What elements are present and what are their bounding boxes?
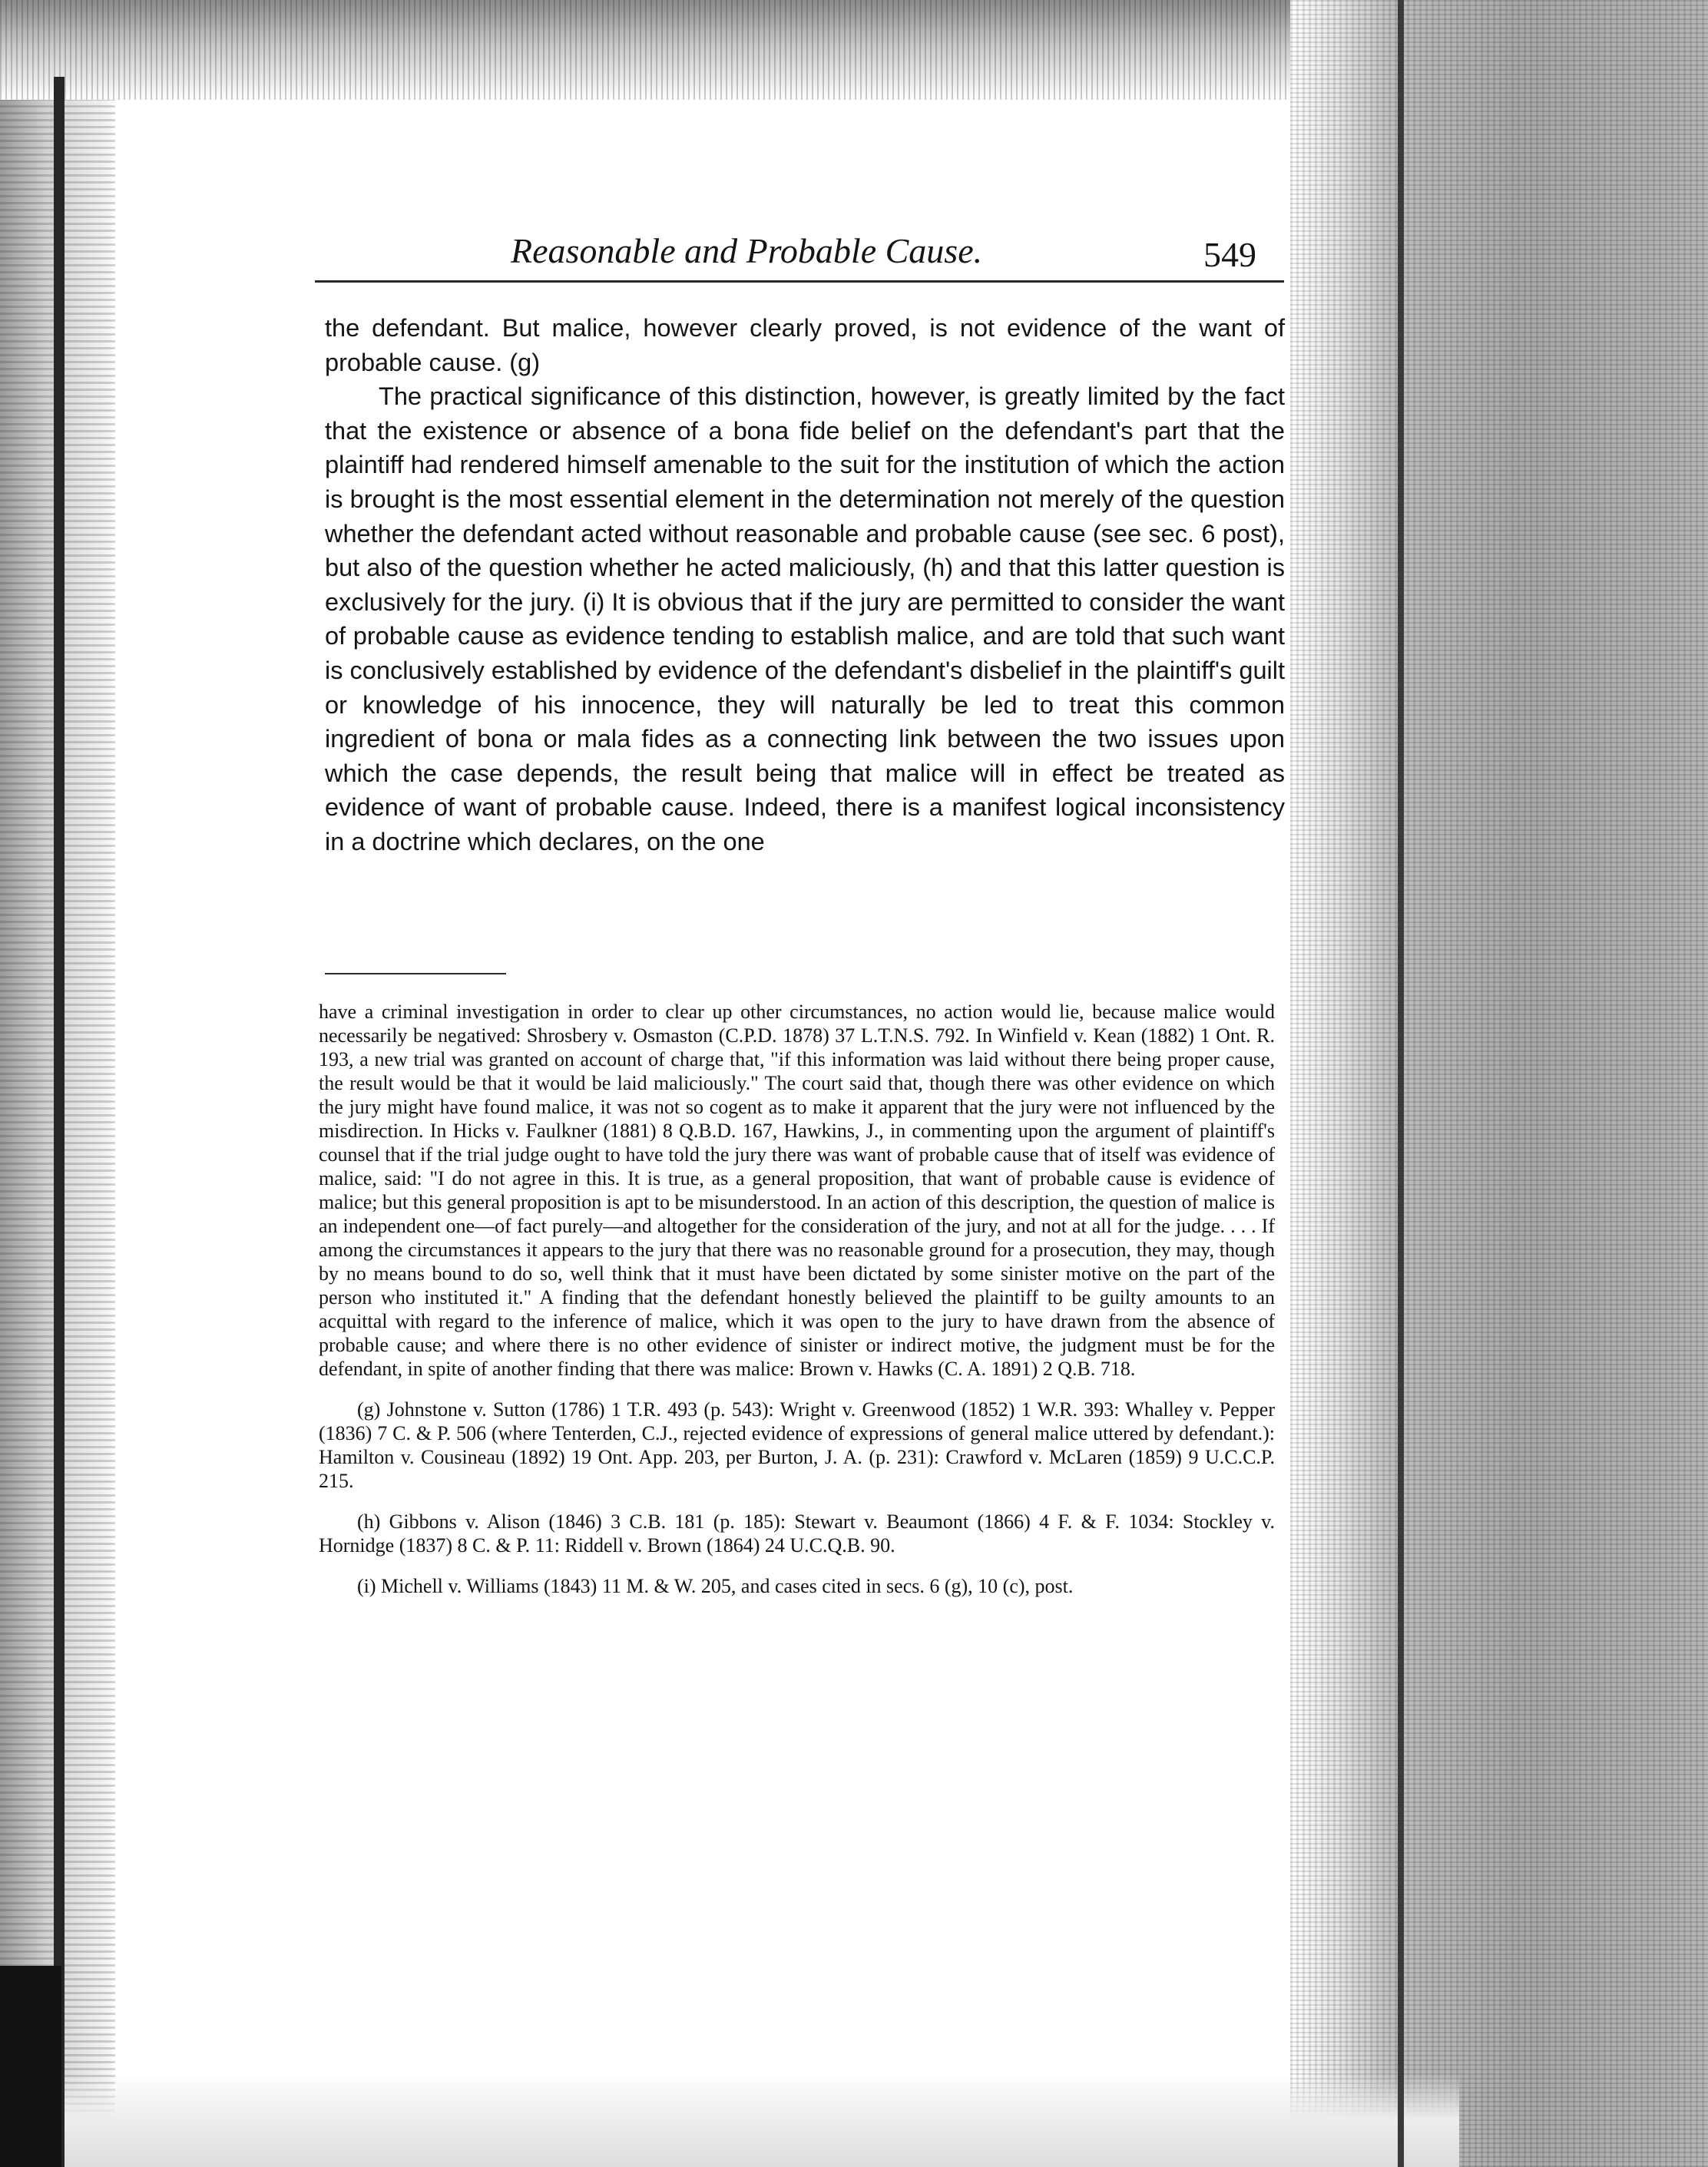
body-text: [325, 311, 1285, 859]
scan-left-binding-line: [54, 77, 65, 2167]
footnotes: [319, 1000, 1275, 1598]
footnote-i: (i) Michell v. Williams (1843) 11 M. & W. 205, and cases cited in secs. 6 (g), 10 (c), post.: [357, 1575, 1074, 1597]
footnote-continued: have a criminal investigation in order to clear up other circumstances, no action would lie, because malice would necessarily be negatived: Shrosbery v. Osmaston (C.P.D. 1878) 37 L.T.N.S. 792. In Winfield v. Kean (1882) 1 Ont. R. 193, a new trial was granted on account of charge that, "if this information was laid without there being proper cause, the result would be that it would be laid maliciously." The court said that, though there was other evidence on which the jury might have found malice, it was not so cogent as to make it apparent that the jury were not influenced by the misdirection. In Hicks v. Faulkner (1881) 8 Q.B.D. 167, Hawkins, J., in commenting upon the argument of plaintiff's counsel that if the trial judge ought to have told the jury there was want of probable cause that of itself was evidence of malice, said: "I do not agree in this. It is true, as a general proposition, that want of probable cause is evidence of malice; but this general proposition is apt to be misunderstood. In an action of this description, the question of malice is an independent one—of fact purely—and altogether for the consideration of the jury, and not at all for the judge. . . . If among the circumstances it appears to the jury that there was no reasonable ground for a prosecution, they may, though by no means bound to do so, well think that it must have been dictated by some sinister motive on the part of the person who instituted it." A finding that the defendant honestly believed the plaintiff to be guilty amounts to an acquittal with regard to the inference of malice, which it was open to the jury to have drawn from the absence of probable cause; and where there is no other evidence of sinister or indirect motive, the judgment must be for the defendant, in spite of another finding that there was malice: Brown v. Hawks (C. A. 1891) 2 Q.B. 718.: [319, 1001, 1275, 1380]
scan-right-binding-line: [1398, 0, 1404, 2167]
body-paragraph-2: The practical significance of this distinction, however, is greatly limited by the fact that the existence or absence of a bona fide belief on the defendant's part that the plaintiff had rendered himself amenable to the suit for the institution of which the action is brought is the most essential element in the determination not merely of the question whether the defendant acted without reasonable and probable cause (see sec. 6 post), but also of the question whether he acted maliciously, (h) and that this latter question is exclusively for the jury. (i) It is obvious that if the jury are permitted to consider the want of probable cause as evidence tending to establish malice, and are told that such want is conclusively established by evidence of the defendant's disbelief in the plaintiff's guilt or knowledge of his innocence, they will naturally be led to treat this common ingredient of bona or mala fides as a connecting link between the two issues upon which the case depends, the result being that malice will in effect be treated as evidence of want of probable cause. Indeed, there is a manifest logical inconsistency in a doctrine which declares, on the one: [325, 382, 1285, 855]
scan-right-margin-shadow: [1290, 0, 1708, 2167]
scan-bottom-left-dark-corner: [0, 1966, 61, 2167]
footnote-h: (h) Gibbons v. Alison (1846) 3 C.B. 181 (p. 185): Stewart v. Beaumont (1866) 4 F. & F. 1034: Stockley v. Hornidge (1837) 8 C. & P. 11: Riddell v. Brown (1864) 24 U.C.Q.B. 90.: [319, 1510, 1275, 1557]
body-paragraph-1: the defendant. But malice, however clearly proved, is not evidence of the want of probable cause. (g): [325, 314, 1285, 376]
footnote-g: (g) Johnstone v. Sutton (1786) 1 T.R. 493 (p. 543): Wright v. Greenwood (1852) 1 W.R. 393: Whalley v. Pepper (1836) 7 C. & P. 506 (where Tenterden, C.J., rejected evidence of expressions of general malice uttered by defendant.): Hamilton v. Cousineau (1892) 19 Ont. App. 203, per Burton, J. A. (p. 231): Crawford v. McLaren (1859) 9 U.C.C.P. 215.: [319, 1398, 1275, 1492]
footnote-rule: [325, 973, 506, 974]
running-title: Reasonable and Probable Cause.: [511, 231, 983, 270]
scan-bottom-margin-shadow: [0, 2073, 1459, 2167]
page-number: 549: [1203, 235, 1256, 274]
header-rule: [315, 280, 1284, 283]
